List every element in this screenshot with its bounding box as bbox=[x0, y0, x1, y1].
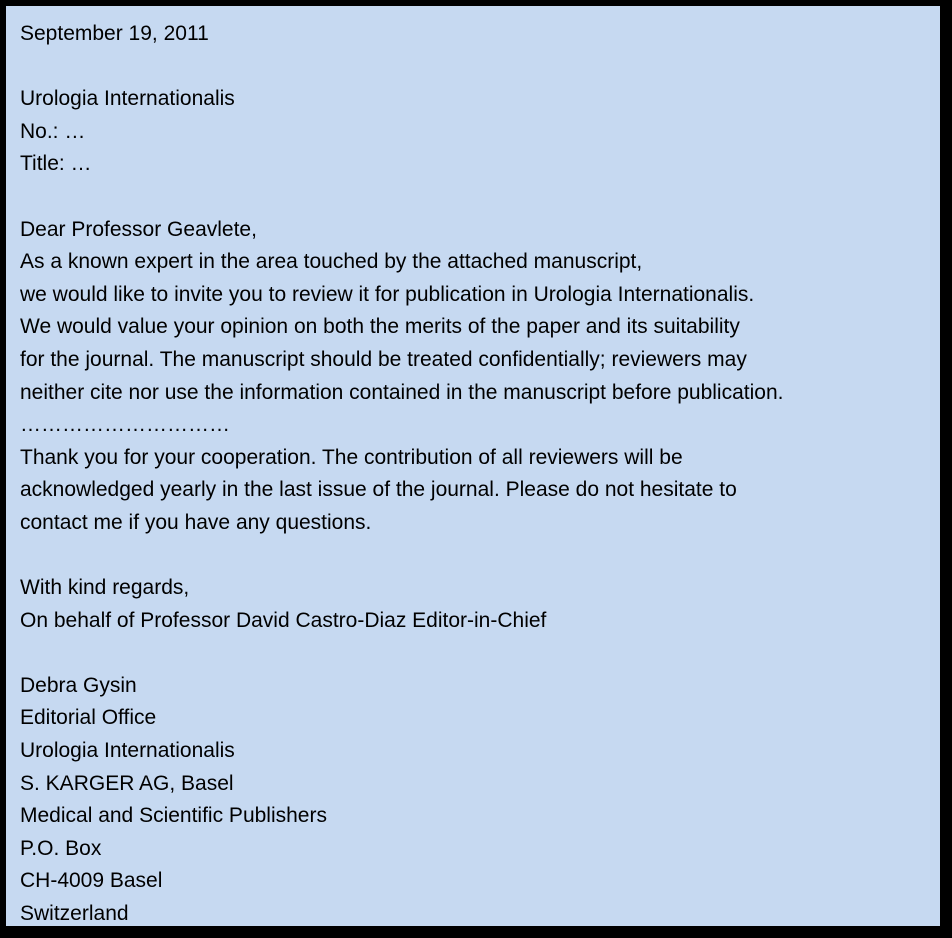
salutation: Dear Professor Geavlete, bbox=[20, 217, 257, 241]
signature-line: CH-4009 Basel bbox=[20, 869, 163, 893]
body-line: neither cite nor use the information contained in the manuscript before publication. bbox=[20, 380, 784, 404]
body-line: contact me if you have any questions. bbox=[20, 510, 372, 534]
manuscript-number: No.: … bbox=[20, 119, 86, 143]
body-line: We would value your opinion on both the merits of the paper and its suitability bbox=[20, 315, 740, 339]
signature-line: Editorial Office bbox=[20, 706, 157, 730]
letter-date: September 19, 2011 bbox=[20, 22, 209, 45]
signature-line: S. KARGER AG, Basel bbox=[20, 771, 234, 795]
body-line: As a known expert in the area touched by the attached manuscript, bbox=[20, 250, 643, 274]
body-line: Thank you for your cooperation. The contribution of all reviewers will be bbox=[20, 445, 683, 469]
body-line: acknowledged yearly in the last issue of the journal. Please do not hesitate to bbox=[20, 478, 737, 502]
review-invitation-letter bbox=[6, 6, 940, 926]
signature-line: Urologia Internationalis bbox=[20, 739, 235, 763]
body-line: we would like to invite you to review it for publication in Urologia Internationalis. bbox=[20, 282, 755, 306]
on-behalf-line: On behalf of Professor David Castro-Diaz Editor-in-Chief bbox=[20, 608, 547, 632]
body-line: for the journal. The manuscript should be treated confidentially; reviewers may bbox=[20, 347, 747, 371]
signature-line: Medical and Scientific Publishers bbox=[20, 804, 327, 828]
closing: With kind regards, bbox=[20, 576, 190, 600]
spacer bbox=[20, 637, 940, 670]
manuscript-title: Title: … bbox=[20, 152, 92, 176]
signature-line: Switzerland bbox=[20, 902, 129, 926]
spacer bbox=[20, 540, 940, 573]
spacer bbox=[20, 51, 940, 84]
journal-name: Urologia Internationalis bbox=[20, 87, 235, 111]
spacer bbox=[20, 181, 940, 214]
signature-line: Debra Gysin bbox=[20, 673, 137, 697]
ellipsis-separator: ………………………… bbox=[20, 413, 230, 437]
signature-line: P.O. Box bbox=[20, 836, 102, 860]
